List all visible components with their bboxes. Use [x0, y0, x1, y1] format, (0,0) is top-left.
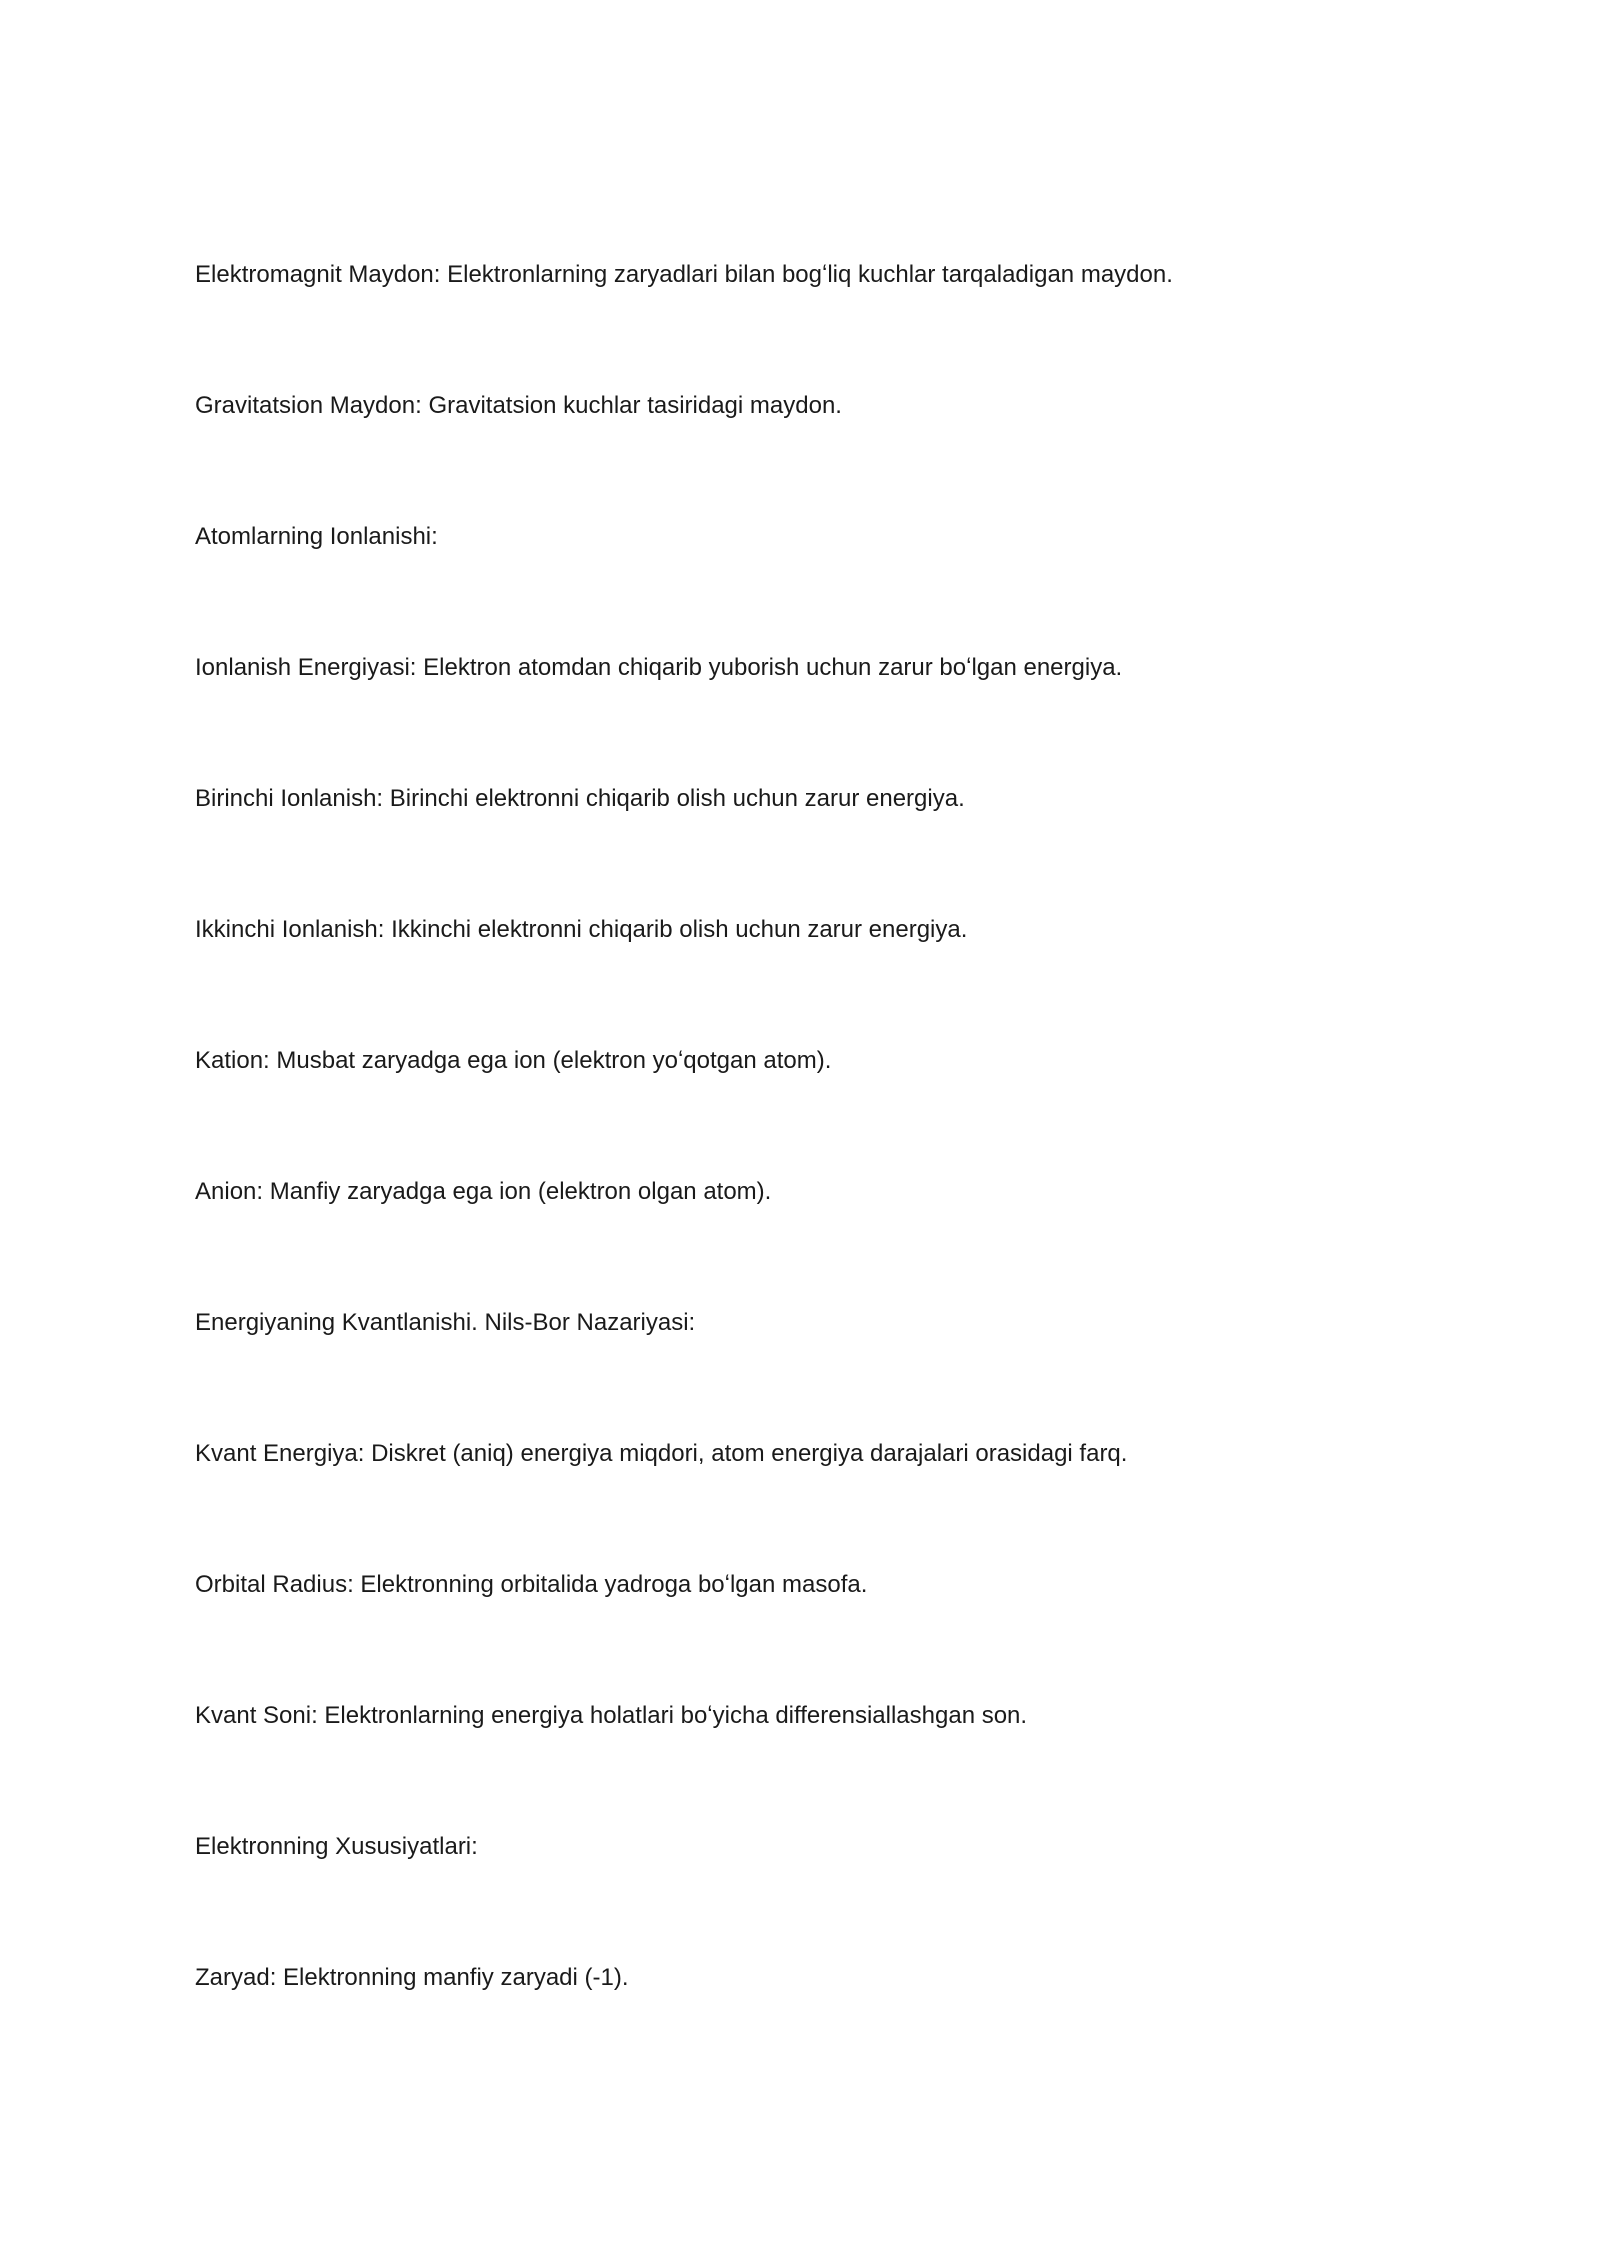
paragraph-anion: Anion: Manfiy zaryadga ega ion (elektron olgan atom). — [195, 1178, 772, 1205]
paragraph-elektromagnit-maydon: Elektromagnit Maydon: Elektronlarning zaryadlari bilan bogʻliq kuchlar tarqaladigan maydon. — [195, 261, 1173, 288]
paragraph-kvant-energiya: Kvant Energiya: Diskret (aniq) energiya miqdori, atom energiya darajalari orasidagi farq. — [195, 1440, 1128, 1467]
paragraph-gravitatsion-maydon: Gravitatsion Maydon: Gravitatsion kuchlar tasiridagi maydon. — [195, 392, 842, 419]
paragraph-ionlanish-energiyasi: Ionlanish Energiyasi: Elektron atomdan chiqarib yuborish uchun zarur boʻlgan energiya. — [195, 654, 1123, 681]
paragraph-birinchi-ionlanish: Birinchi Ionlanish: Birinchi elektronni chiqarib olish uchun zarur energiya. — [195, 785, 965, 812]
paragraph-zaryad: Zaryad: Elektronning manfiy zaryadi (-1). — [195, 1964, 629, 1991]
paragraph-orbital-radius: Orbital Radius: Elektronning orbitalida yadroga boʻlgan masofa. — [195, 1571, 868, 1598]
heading-energiyaning-kvantlanishi: Energiyaning Kvantlanishi. Nils-Bor Nazariyasi: — [195, 1309, 696, 1336]
heading-atomlarning-ionlanishi: Atomlarning Ionlanishi: — [195, 523, 438, 550]
paragraph-kation: Kation: Musbat zaryadga ega ion (elektron yoʻqotgan atom). — [195, 1047, 832, 1074]
paragraph-ikkinchi-ionlanish: Ikkinchi Ionlanish: Ikkinchi elektronni chiqarib olish uchun zarur energiya. — [195, 916, 968, 943]
paragraph-kvant-soni: Kvant Soni: Elektronlarning energiya holatlari boʻyicha differensiallashgan son. — [195, 1702, 1028, 1729]
heading-elektronning-xususiyatlari: Elektronning Xususiyatlari: — [195, 1833, 478, 1860]
